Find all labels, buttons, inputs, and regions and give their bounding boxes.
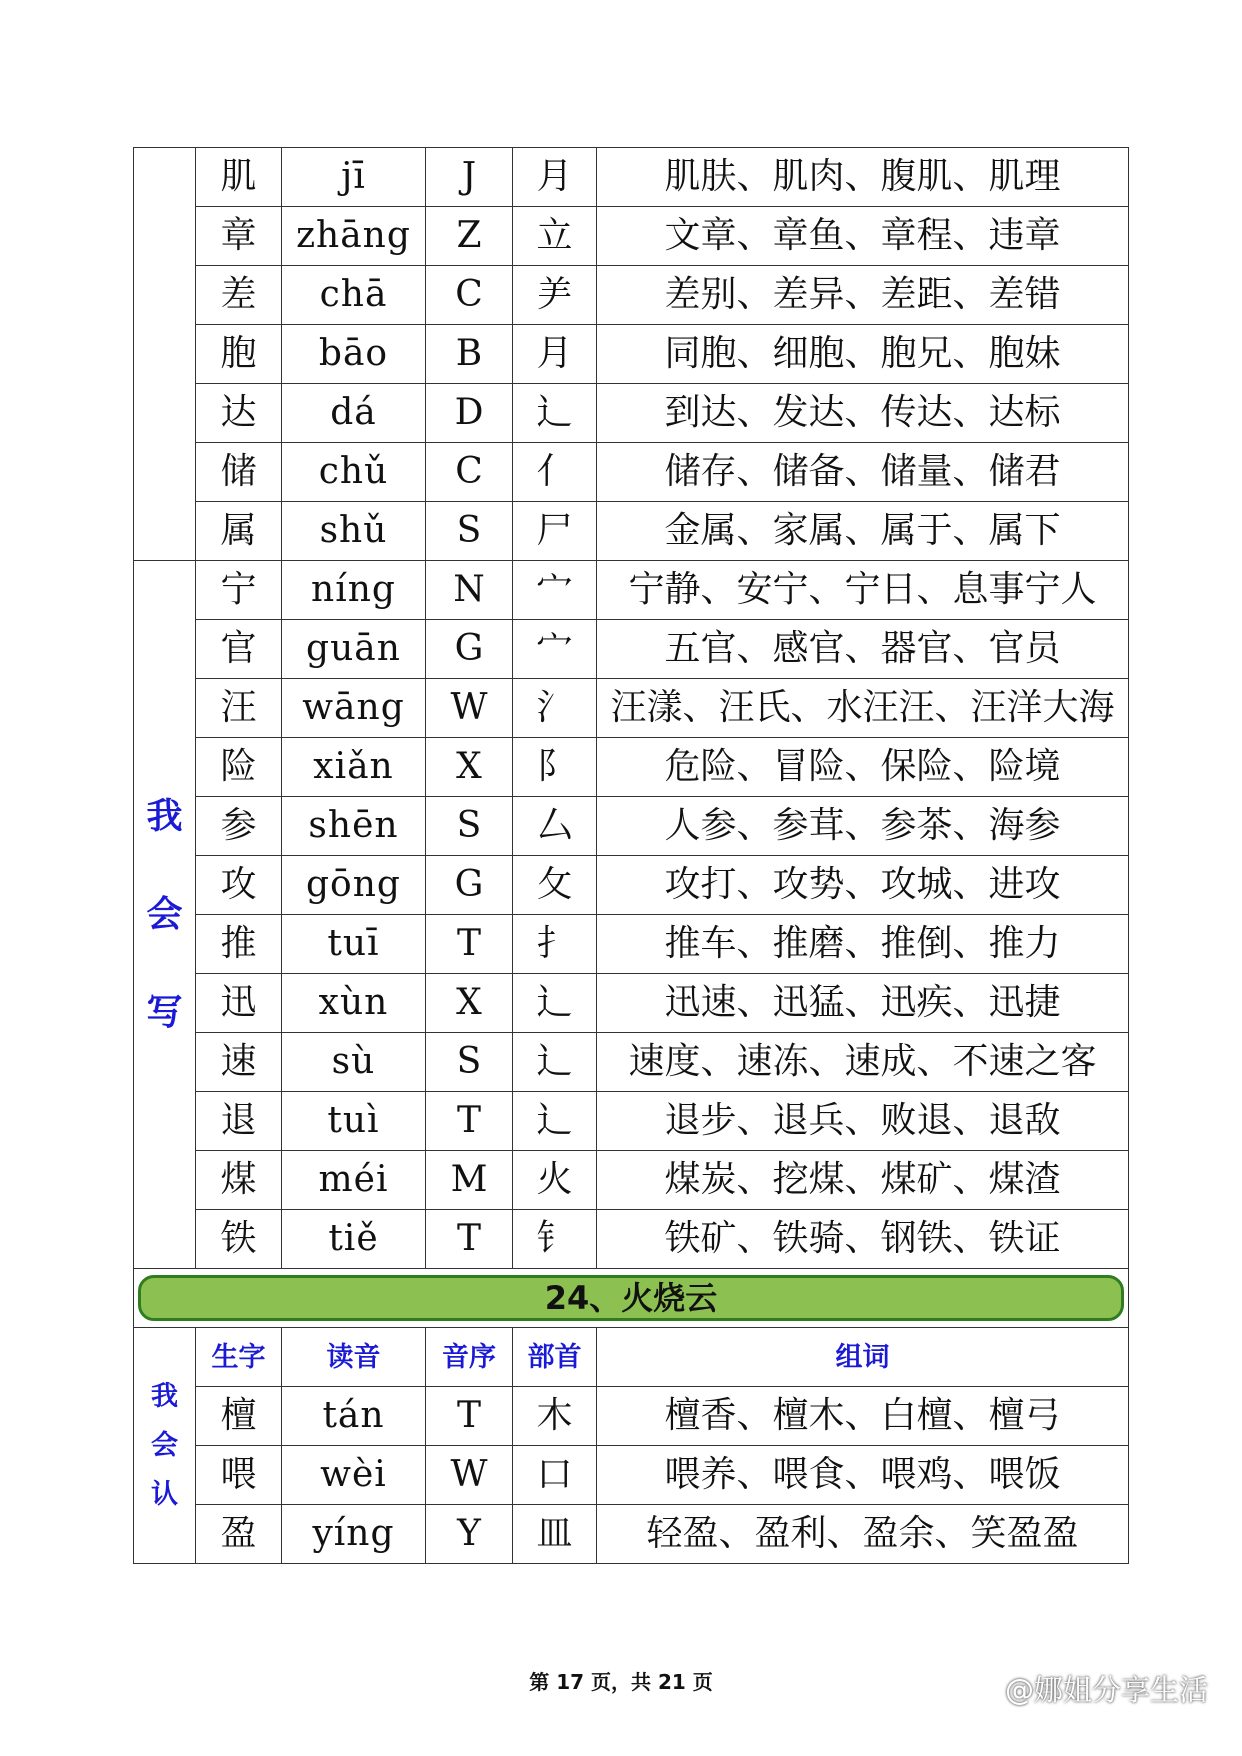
character-cell: 退 <box>196 1092 282 1151</box>
words-cell: 铁矿、铁骑、钢铁、铁证 <box>597 1210 1129 1269</box>
lesson-banner-row <box>134 1269 1129 1328</box>
character-cell: 参 <box>196 797 282 856</box>
radical-cell: 厶 <box>513 797 597 856</box>
words-cell: 到达、发达、传达、达标 <box>597 384 1129 443</box>
pinyin-cell: méi <box>282 1151 426 1210</box>
radical-cell: 火 <box>513 1151 597 1210</box>
section-label <box>134 1328 196 1564</box>
pinyin-cell: wèi <box>282 1446 426 1505</box>
words-cell: 速度、速冻、速成、不速之客 <box>597 1033 1129 1092</box>
words-cell: 喂养、喂食、喂鸡、喂饭 <box>597 1446 1129 1505</box>
character-cell: 煤 <box>196 1151 282 1210</box>
lesson-banner-cell <box>134 1269 1129 1328</box>
index-letter-cell: S <box>426 1033 513 1092</box>
pinyin-cell: dá <box>282 384 426 443</box>
character-cell: 速 <box>196 1033 282 1092</box>
index-letter-cell: G <box>426 856 513 915</box>
pinyin-cell: shēn <box>282 797 426 856</box>
words-cell: 人参、参茸、参茶、海参 <box>597 797 1129 856</box>
vocabulary-table <box>133 147 1129 1564</box>
section-label-char: 写 <box>146 991 183 1033</box>
pinyin-cell: tiě <box>282 1210 426 1269</box>
index-letter-cell: T <box>426 1092 513 1151</box>
radical-cell: 氵 <box>513 679 597 738</box>
character-cell: 推 <box>196 915 282 974</box>
radical-cell: 口 <box>513 1446 597 1505</box>
table-row <box>134 384 1129 443</box>
words-cell: 汪漾、汪氏、水汪汪、汪洋大海 <box>597 679 1129 738</box>
radical-cell: 木 <box>513 1387 597 1446</box>
character-cell: 胞 <box>196 325 282 384</box>
table-row <box>134 1151 1129 1210</box>
radical-cell: 阝 <box>513 738 597 797</box>
index-letter-cell: J <box>426 148 513 207</box>
table-row <box>134 148 1129 207</box>
words-cell: 危险、冒险、保险、险境 <box>597 738 1129 797</box>
radical-cell: 月 <box>513 325 597 384</box>
pinyin-cell: tuì <box>282 1092 426 1151</box>
section-label-char: 认 <box>151 1479 178 1510</box>
radical-cell: 钅 <box>513 1210 597 1269</box>
words-cell: 宁静、安宁、宁日、息事宁人 <box>597 561 1129 620</box>
watermark: @娜姐分享生活 <box>1004 1673 1208 1707</box>
lesson-title: 24、火烧云 <box>138 1275 1124 1321</box>
pinyin-cell: bāo <box>282 325 426 384</box>
header-row <box>134 1328 1129 1387</box>
character-cell: 盈 <box>196 1505 282 1564</box>
section-label-char: 会 <box>151 1430 178 1461</box>
pinyin-cell: guān <box>282 620 426 679</box>
pinyin-cell: gōng <box>282 856 426 915</box>
section-label-char: 我 <box>146 795 183 837</box>
words-cell: 退步、退兵、败退、退敌 <box>597 1092 1129 1151</box>
radical-cell: 攵 <box>513 856 597 915</box>
radical-cell: ⺶ <box>513 266 597 325</box>
table-row <box>134 620 1129 679</box>
table-row <box>134 325 1129 384</box>
character-cell: 储 <box>196 443 282 502</box>
index-letter-cell: T <box>426 1210 513 1269</box>
words-cell: 轻盈、盈利、盈余、笑盈盈 <box>597 1505 1129 1564</box>
pinyin-cell: shǔ <box>282 502 426 561</box>
index-letter-cell: M <box>426 1151 513 1210</box>
pinyin-cell: chā <box>282 266 426 325</box>
words-cell: 煤炭、挖煤、煤矿、煤渣 <box>597 1151 1129 1210</box>
character-cell: 肌 <box>196 148 282 207</box>
character-cell: 檀 <box>196 1387 282 1446</box>
radical-cell: 亻 <box>513 443 597 502</box>
radical-cell: 辶 <box>513 974 597 1033</box>
section-label-char: 我 <box>151 1381 178 1412</box>
index-letter-cell: S <box>426 502 513 561</box>
table-row <box>134 266 1129 325</box>
table-row <box>134 502 1129 561</box>
radical-cell: 辶 <box>513 1033 597 1092</box>
pinyin-cell: xùn <box>282 974 426 1033</box>
table-row <box>134 443 1129 502</box>
table-row <box>134 915 1129 974</box>
pinyin-cell: yíng <box>282 1505 426 1564</box>
character-cell: 章 <box>196 207 282 266</box>
page-footer: 第 17 页，共 21 页 <box>529 1670 713 1694</box>
table-row <box>134 679 1129 738</box>
character-cell: 官 <box>196 620 282 679</box>
table-row <box>134 1505 1129 1564</box>
index-letter-cell: C <box>426 443 513 502</box>
table-row <box>134 856 1129 915</box>
character-cell: 属 <box>196 502 282 561</box>
words-cell: 肌肤、肌肉、腹肌、肌理 <box>597 148 1129 207</box>
index-letter-cell: B <box>426 325 513 384</box>
index-letter-cell: T <box>426 1387 513 1446</box>
character-cell: 喂 <box>196 1446 282 1505</box>
character-cell: 攻 <box>196 856 282 915</box>
table-row <box>134 1387 1129 1446</box>
words-cell: 攻打、攻势、攻城、进攻 <box>597 856 1129 915</box>
radical-cell: 扌 <box>513 915 597 974</box>
index-letter-cell: Y <box>426 1505 513 1564</box>
words-cell: 迅速、迅猛、迅疾、迅捷 <box>597 974 1129 1033</box>
pinyin-cell: tán <box>282 1387 426 1446</box>
table-row <box>134 974 1129 1033</box>
character-cell: 汪 <box>196 679 282 738</box>
section-label-char: 会 <box>146 893 183 935</box>
table-row <box>134 1210 1129 1269</box>
table-row <box>134 561 1129 620</box>
radical-cell: 辶 <box>513 384 597 443</box>
character-cell: 险 <box>196 738 282 797</box>
section-label <box>134 561 196 1269</box>
table-row <box>134 738 1129 797</box>
index-letter-cell: C <box>426 266 513 325</box>
radical-cell: 辶 <box>513 1092 597 1151</box>
pinyin-cell: xiǎn <box>282 738 426 797</box>
table-row <box>134 1092 1129 1151</box>
words-cell: 同胞、细胞、胞兄、胞妹 <box>597 325 1129 384</box>
character-cell: 宁 <box>196 561 282 620</box>
radical-cell: 月 <box>513 148 597 207</box>
table-row <box>134 797 1129 856</box>
character-cell: 铁 <box>196 1210 282 1269</box>
header-char: 生字 <box>196 1328 282 1387</box>
pinyin-cell: zhāng <box>282 207 426 266</box>
index-letter-cell: W <box>426 1446 513 1505</box>
radical-cell: 立 <box>513 207 597 266</box>
index-letter-cell: G <box>426 620 513 679</box>
header-pinyin: 读音 <box>282 1328 426 1387</box>
table-row <box>134 1446 1129 1505</box>
pinyin-cell: sù <box>282 1033 426 1092</box>
radical-cell: 宀 <box>513 620 597 679</box>
header-words: 组词 <box>597 1328 1129 1387</box>
section-label-empty <box>134 148 196 561</box>
words-cell: 金属、家属、属于、属下 <box>597 502 1129 561</box>
words-cell: 储存、储备、储量、储君 <box>597 443 1129 502</box>
pinyin-cell: tuī <box>282 915 426 974</box>
header-letter: 音序 <box>426 1328 513 1387</box>
words-cell: 檀香、檀木、白檀、檀弓 <box>597 1387 1129 1446</box>
character-cell: 差 <box>196 266 282 325</box>
table-row <box>134 1033 1129 1092</box>
pinyin-cell: jī <box>282 148 426 207</box>
radical-cell: 尸 <box>513 502 597 561</box>
index-letter-cell: Z <box>426 207 513 266</box>
words-cell: 推车、推磨、推倒、推力 <box>597 915 1129 974</box>
radical-cell: 皿 <box>513 1505 597 1564</box>
pinyin-cell: chǔ <box>282 443 426 502</box>
header-radical: 部首 <box>513 1328 597 1387</box>
words-cell: 文章、章鱼、章程、违章 <box>597 207 1129 266</box>
index-letter-cell: W <box>426 679 513 738</box>
pinyin-cell: níng <box>282 561 426 620</box>
table-row <box>134 207 1129 266</box>
words-cell: 差别、差异、差距、差错 <box>597 266 1129 325</box>
index-letter-cell: D <box>426 384 513 443</box>
index-letter-cell: N <box>426 561 513 620</box>
index-letter-cell: X <box>426 974 513 1033</box>
index-letter-cell: T <box>426 915 513 974</box>
pinyin-cell: wāng <box>282 679 426 738</box>
character-cell: 迅 <box>196 974 282 1033</box>
index-letter-cell: X <box>426 738 513 797</box>
words-cell: 五官、感官、器官、官员 <box>597 620 1129 679</box>
radical-cell: 宀 <box>513 561 597 620</box>
index-letter-cell: S <box>426 797 513 856</box>
character-cell: 达 <box>196 384 282 443</box>
